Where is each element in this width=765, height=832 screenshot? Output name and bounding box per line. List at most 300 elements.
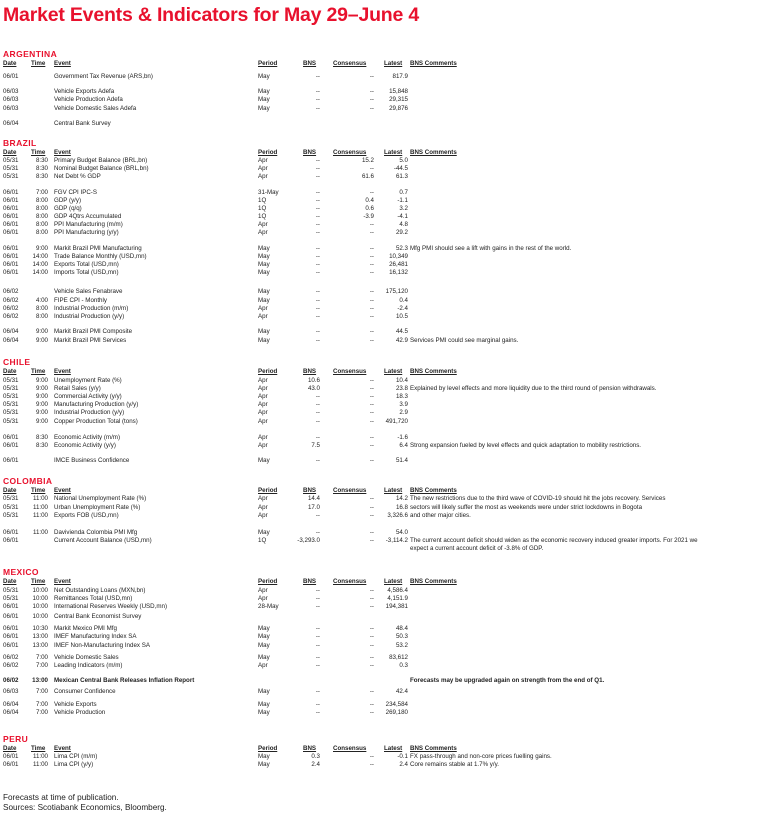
header-event: Event — [54, 60, 71, 67]
cell-date: 06/01 — [3, 269, 19, 276]
cell-bns: -- — [315, 688, 320, 695]
table-row — [0, 73, 765, 81]
cell-latest: 234,584 — [385, 701, 408, 708]
cell-time: 14:00 — [32, 261, 48, 268]
cell-period: Apr — [258, 401, 268, 408]
cell-event: Retail Sales (y/y) — [54, 385, 101, 392]
cell-bns: -- — [315, 654, 320, 661]
cell-time: 7:00 — [35, 189, 48, 196]
cell-event: Primary Budget Balance (BRL,bn) — [54, 157, 148, 164]
header-latest: Latest — [384, 487, 403, 494]
cell-date: 06/01 — [3, 642, 19, 649]
cell-date: 06/01 — [3, 613, 19, 620]
header-latest: Latest — [384, 149, 403, 156]
header-event: Event — [54, 745, 71, 752]
cell-event: Remittances Total (USD,mn) — [54, 595, 133, 602]
cell-cons: -- — [369, 434, 374, 441]
header-bns: BNS — [303, 487, 317, 494]
cell-time: 7:00 — [35, 709, 48, 716]
cell-latest: 817.9 — [392, 73, 408, 80]
cell-date: 05/31 — [3, 418, 19, 425]
header-event: Event — [54, 578, 71, 585]
table-row — [0, 221, 765, 229]
cell-bns: -- — [315, 595, 320, 602]
cell-date: 06/04 — [3, 709, 19, 716]
cell-period: May — [258, 457, 270, 464]
cell-period: May — [258, 73, 270, 80]
cell-comment: Strong expansion fueled by level effects and quick adaptation to mobility restrictions. — [410, 442, 642, 449]
cell-time: 13:00 — [32, 677, 48, 684]
country-heading: BRAZIL — [3, 138, 37, 148]
cell-bns: -- — [315, 409, 320, 416]
cell-cons: -- — [369, 288, 374, 295]
cell-latest: 61.3 — [395, 173, 408, 180]
cell-time: 9:00 — [35, 245, 48, 252]
cell-event: Exports FOB (USD,mn) — [54, 512, 119, 519]
cell-bns: -- — [315, 305, 320, 312]
cell-period: 1Q — [258, 537, 267, 544]
cell-bns: -- — [315, 633, 320, 640]
cell-latest: 29,876 — [389, 105, 408, 112]
cell-cons: -- — [369, 253, 374, 260]
header-comments: BNS Comments — [410, 368, 457, 375]
cell-cons: 0.6 — [365, 205, 374, 212]
cell-period: 1Q — [258, 213, 267, 220]
cell-cons: -- — [369, 313, 374, 320]
cell-cons: -- — [369, 688, 374, 695]
header-comments: BNS Comments — [410, 578, 457, 585]
cell-comment: and other major cities. — [410, 512, 471, 519]
table-row — [0, 401, 765, 409]
cell-bns: -- — [315, 165, 320, 172]
cell-event: PPI Manufacturing (y/y) — [54, 229, 119, 236]
header-bns: BNS — [303, 368, 317, 375]
header-comments: BNS Comments — [410, 60, 457, 67]
cell-event: Davivienda Colombia PMI Mfg — [54, 529, 138, 536]
cell-cons: -- — [369, 662, 374, 669]
table-row — [0, 269, 765, 277]
cell-period: Apr — [258, 662, 268, 669]
cell-period: May — [258, 245, 270, 252]
cell-event: IMEF Manufacturing Index SA — [54, 633, 137, 640]
cell-cons: -- — [369, 401, 374, 408]
cell-period: Apr — [258, 173, 268, 180]
cell-date: 06/03 — [3, 96, 19, 103]
country-heading: ARGENTINA — [3, 49, 58, 59]
cell-bns: -- — [315, 701, 320, 708]
cell-latest: 3.2 — [399, 205, 408, 212]
cell-time: 8:00 — [35, 221, 48, 228]
cell-period: Apr — [258, 512, 268, 519]
cell-latest: -44.5 — [393, 165, 408, 172]
cell-event: Copper Production Total (tons) — [54, 418, 138, 425]
cell-period: Apr — [258, 165, 268, 172]
cell-time: 11:00 — [32, 512, 48, 519]
cell-event: PPI Manufacturing (m/m) — [54, 221, 123, 228]
header-period: Period — [258, 368, 278, 375]
cell-time: 13:00 — [32, 642, 48, 649]
cell-event: Vehicle Production — [54, 709, 106, 716]
cell-period: May — [258, 529, 270, 536]
cell-latest: 6.4 — [399, 442, 408, 449]
cell-time: 7:00 — [35, 654, 48, 661]
cell-time: 8:30 — [35, 434, 48, 441]
cell-time: 7:00 — [35, 662, 48, 669]
cell-cons: -- — [369, 245, 374, 252]
cell-cons: -- — [369, 418, 374, 425]
cell-period: Apr — [258, 434, 268, 441]
country-heading: PERU — [3, 734, 29, 744]
cell-cons: -- — [369, 709, 374, 716]
cell-event: Urban Unemployment Rate (%) — [54, 504, 141, 511]
cell-date: 06/01 — [3, 537, 19, 544]
table-header — [0, 149, 765, 157]
cell-time: 10:00 — [32, 595, 48, 602]
cell-date: 05/31 — [3, 504, 19, 511]
cell-cons: -- — [369, 229, 374, 236]
cell-event: Vehicle Domestic Sales — [54, 654, 119, 661]
cell-bns: -3,293.0 — [297, 537, 320, 544]
cell-latest: 0.4 — [399, 297, 408, 304]
cell-cons: -- — [369, 377, 374, 384]
table-row — [0, 305, 765, 313]
cell-time: 7:00 — [35, 688, 48, 695]
cell-event: National Unemployment Rate (%) — [54, 495, 147, 502]
cell-bns: -- — [315, 418, 320, 425]
header-period: Period — [258, 578, 278, 585]
cell-date: 06/03 — [3, 105, 19, 112]
table-row — [0, 529, 765, 537]
cell-cons: -- — [369, 504, 374, 511]
cell-cons: 0.4 — [365, 197, 374, 204]
cell-latest: 491,720 — [385, 418, 408, 425]
cell-time: 9:00 — [35, 409, 48, 416]
cell-date: 06/01 — [3, 197, 19, 204]
cell-period: May — [258, 709, 270, 716]
table-row — [0, 173, 765, 181]
cell-latest: 0.7 — [399, 189, 408, 196]
cell-date: 06/01 — [3, 213, 19, 220]
header-latest: Latest — [384, 578, 403, 585]
cell-cons: -- — [369, 261, 374, 268]
cell-latest: 10,349 — [389, 253, 408, 260]
cell-event: Current Account Balance (USD,mn) — [54, 537, 152, 544]
cell-latest: 16.8 — [395, 504, 408, 511]
cell-time: 9:00 — [35, 337, 48, 344]
cell-time: 14:00 — [32, 269, 48, 276]
cell-bns: -- — [315, 313, 320, 320]
header-date: Date — [3, 745, 17, 752]
country-heading: COLOMBIA — [3, 476, 53, 486]
cell-event: Markit Mexico PMI Mfg — [54, 625, 117, 632]
cell-period: May — [258, 297, 270, 304]
cell-bns: -- — [315, 253, 320, 260]
cell-event: Industrial Production (y/y) — [54, 313, 125, 320]
table-row — [0, 613, 765, 621]
cell-event: Central Bank Survey — [54, 120, 111, 127]
cell-latest: 48.4 — [395, 625, 408, 632]
cell-period: Apr — [258, 229, 268, 236]
cell-date: 05/31 — [3, 595, 19, 602]
cell-cons: -- — [369, 753, 374, 760]
table-row — [0, 205, 765, 213]
table-header — [0, 368, 765, 376]
cell-cons: -- — [369, 595, 374, 602]
table-row — [0, 434, 765, 442]
table-row — [0, 313, 765, 321]
table-row — [0, 328, 765, 336]
cell-date: 05/31 — [3, 173, 19, 180]
cell-time: 10:00 — [32, 613, 48, 620]
cell-bns: 7.5 — [311, 442, 320, 449]
cell-time: 11:00 — [32, 495, 48, 502]
cell-event: Government Tax Revenue (ARS,bn) — [54, 73, 153, 80]
cell-time: 9:00 — [35, 328, 48, 335]
cell-time: 8:00 — [35, 229, 48, 236]
cell-cons: -- — [369, 297, 374, 304]
header-consensus: Consensus — [333, 149, 367, 156]
header-comments: BNS Comments — [410, 487, 457, 494]
cell-cons: 15.2 — [361, 157, 374, 164]
cell-bns: -- — [315, 603, 320, 610]
cell-date: 06/01 — [3, 761, 19, 768]
cell-date: 06/01 — [3, 529, 19, 536]
cell-date: 06/01 — [3, 73, 19, 80]
header-time: Time — [31, 578, 46, 585]
cell-event: FIPE CPI - Monthly — [54, 297, 107, 304]
cell-time: 8:00 — [35, 197, 48, 204]
cell-bns: -- — [315, 642, 320, 649]
table-row — [0, 385, 765, 393]
cell-cons: -- — [369, 625, 374, 632]
cell-comment: Services PMI could see marginal gains. — [410, 337, 519, 344]
cell-date: 06/01 — [3, 253, 19, 260]
cell-date: 05/31 — [3, 385, 19, 392]
cell-event: Imports Total (USD,mn) — [54, 269, 119, 276]
table-row — [0, 495, 765, 503]
cell-time: 10:00 — [32, 603, 48, 610]
cell-time: 10:00 — [32, 587, 48, 594]
cell-time: 8:00 — [35, 205, 48, 212]
header-event: Event — [54, 487, 71, 494]
header-date: Date — [3, 60, 17, 67]
cell-time: 11:00 — [32, 529, 48, 536]
cell-period: Apr — [258, 377, 268, 384]
cell-date: 06/04 — [3, 701, 19, 708]
cell-event: Vehicle Production Adefa — [54, 96, 123, 103]
cell-event: Industrial Production (m/m) — [54, 305, 129, 312]
table-row — [0, 504, 765, 512]
cell-cons: -- — [369, 328, 374, 335]
table-row — [0, 512, 765, 520]
cell-event: Vehicle Exports — [54, 701, 97, 708]
header-time: Time — [31, 149, 46, 156]
cell-latest: 175,120 — [385, 288, 408, 295]
cell-date: 06/02 — [3, 297, 19, 304]
footer-note: Forecasts at time of publication. — [3, 793, 119, 802]
cell-date: 05/31 — [3, 377, 19, 384]
cell-date: 06/02 — [3, 313, 19, 320]
cell-cons: -- — [369, 529, 374, 536]
table-row — [0, 677, 765, 685]
cell-time: 9:00 — [35, 377, 48, 384]
cell-latest: 23.8 — [395, 385, 408, 392]
cell-period: Apr — [258, 495, 268, 502]
cell-event: International Reserves Weekly (USD,mn) — [54, 603, 168, 610]
cell-event: Lima CPI (m/m) — [54, 753, 98, 760]
cell-latest: 53.2 — [395, 642, 408, 649]
cell-date: 06/01 — [3, 221, 19, 228]
cell-latest: 42.4 — [395, 688, 408, 695]
cell-period: 1Q — [258, 205, 267, 212]
header-bns: BNS — [303, 60, 317, 67]
cell-time: 4:00 — [35, 297, 48, 304]
cell-event: GDP (y/y) — [54, 197, 82, 204]
cell-date: 06/04 — [3, 120, 19, 127]
cell-latest: 18.3 — [395, 393, 408, 400]
cell-date: 06/01 — [3, 442, 19, 449]
cell-time: 7:00 — [35, 701, 48, 708]
cell-date: 05/31 — [3, 165, 19, 172]
cell-bns: -- — [315, 157, 320, 164]
cell-cons: -- — [369, 385, 374, 392]
table-row — [0, 633, 765, 641]
cell-period: Apr — [258, 313, 268, 320]
header-period: Period — [258, 149, 278, 156]
cell-date: 06/01 — [3, 229, 19, 236]
cell-time: 8:30 — [35, 442, 48, 449]
cell-latest: 10.5 — [395, 313, 408, 320]
cell-cons: -3.9 — [363, 213, 374, 220]
cell-latest: 83,612 — [389, 654, 408, 661]
table-header — [0, 487, 765, 495]
cell-period: Apr — [258, 504, 268, 511]
cell-cons: -- — [369, 642, 374, 649]
header-time: Time — [31, 368, 46, 375]
table-row — [0, 587, 765, 595]
cell-bns: -- — [315, 173, 320, 180]
cell-date: 06/03 — [3, 688, 19, 695]
cell-event: Leading Indicators (m/m) — [54, 662, 123, 669]
cell-latest: -0.1 — [397, 753, 408, 760]
cell-event: Consumer Confidence — [54, 688, 116, 695]
cell-event: Industrial Production (y/y) — [54, 409, 125, 416]
cell-bns: 0.3 — [311, 753, 320, 760]
cell-cons: -- — [369, 603, 374, 610]
table-row — [0, 393, 765, 401]
header-comments: BNS Comments — [410, 745, 457, 752]
cell-bns: -- — [315, 245, 320, 252]
cell-bns: -- — [315, 328, 320, 335]
table-row — [0, 662, 765, 670]
cell-latest: 16,132 — [389, 269, 408, 276]
table-header — [0, 60, 765, 68]
cell-latest: 15,848 — [389, 88, 408, 95]
header-time: Time — [31, 487, 46, 494]
cell-cons: -- — [369, 96, 374, 103]
header-consensus: Consensus — [333, 368, 367, 375]
cell-event: IMCE Business Confidence — [54, 457, 130, 464]
cell-cons: -- — [369, 337, 374, 344]
cell-latest: 29,315 — [389, 96, 408, 103]
header-date: Date — [3, 578, 17, 585]
cell-time: 8:30 — [35, 165, 48, 172]
cell-event: Trade Balance Monthly (USD,mn) — [54, 253, 147, 260]
cell-event: Markit Brazil PMI Composite — [54, 328, 133, 335]
cell-event: Nominal Budget Balance (BRL,bn) — [54, 165, 149, 172]
cell-event: Central Bank Economist Survey — [54, 613, 142, 620]
table-row — [0, 105, 765, 113]
table-row — [0, 625, 765, 633]
cell-cons: -- — [369, 457, 374, 464]
cell-date: 06/01 — [3, 753, 19, 760]
cell-cons: -- — [369, 409, 374, 416]
cell-period: Apr — [258, 409, 268, 416]
table-row — [0, 213, 765, 221]
table-row — [0, 654, 765, 662]
cell-event: Net Debt % GDP — [54, 173, 101, 180]
cell-cons: -- — [369, 393, 374, 400]
cell-period: May — [258, 761, 270, 768]
cell-comment: Mfg PMI should see a lift with gains in the rest of the world. — [410, 245, 572, 252]
cell-bns: -- — [315, 393, 320, 400]
cell-period: May — [258, 88, 270, 95]
cell-bns: -- — [315, 73, 320, 80]
cell-date: 05/31 — [3, 587, 19, 594]
cell-bns: -- — [315, 709, 320, 716]
cell-date: 06/01 — [3, 434, 19, 441]
cell-bns: -- — [315, 587, 320, 594]
cell-period: 28-May — [258, 603, 279, 610]
cell-period: May — [258, 253, 270, 260]
table-row — [0, 701, 765, 709]
cell-bns: -- — [315, 197, 320, 204]
cell-date: 05/31 — [3, 409, 19, 416]
cell-latest: 42.9 — [395, 337, 408, 344]
cell-latest: 5.0 — [399, 157, 408, 164]
cell-time: 8:30 — [35, 157, 48, 164]
cell-period: Apr — [258, 418, 268, 425]
cell-period: May — [258, 337, 270, 344]
cell-time: 8:00 — [35, 313, 48, 320]
cell-latest: 54.0 — [395, 529, 408, 536]
cell-period: Apr — [258, 595, 268, 602]
country-heading: MEXICO — [3, 567, 39, 577]
cell-date: 06/01 — [3, 205, 19, 212]
cell-period: May — [258, 328, 270, 335]
cell-latest: 44.5 — [395, 328, 408, 335]
cell-latest: 26,481 — [389, 261, 408, 268]
cell-event: IMEF Non-Manufacturing Index SA — [54, 642, 150, 649]
cell-bns: 17.0 — [307, 504, 320, 511]
country-heading: CHILE — [3, 357, 31, 367]
cell-latest: 50.3 — [395, 633, 408, 640]
cell-latest: 52.3 — [395, 245, 408, 252]
cell-latest: 3.9 — [399, 401, 408, 408]
cell-period: May — [258, 642, 270, 649]
cell-time: 9:00 — [35, 385, 48, 392]
table-header — [0, 745, 765, 753]
cell-period: May — [258, 654, 270, 661]
cell-bns: -- — [315, 434, 320, 441]
cell-date: 06/01 — [3, 625, 19, 632]
header-latest: Latest — [384, 60, 403, 67]
cell-period: Apr — [258, 442, 268, 449]
cell-cons: -- — [369, 761, 374, 768]
cell-latest: 10.4 — [395, 377, 408, 384]
cell-bns: -- — [315, 337, 320, 344]
cell-latest: 269,180 — [385, 709, 408, 716]
